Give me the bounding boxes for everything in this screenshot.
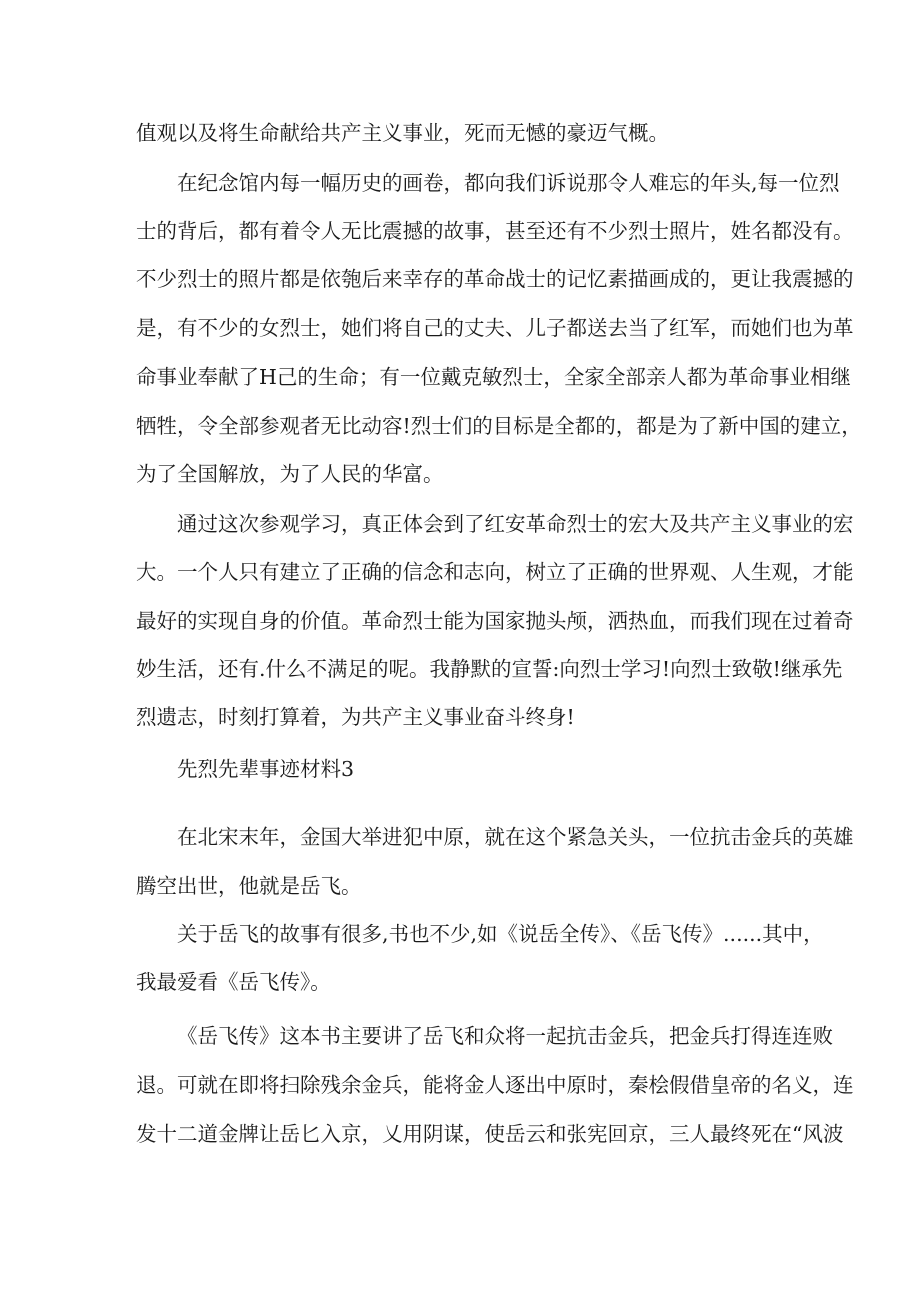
paragraph-line: 《岳飞传》这本书主要讲了岳飞和众将一起抗击金兵，把金兵打得连连败 [177,1024,833,1048]
paragraph-line: 士的背后，都有着令人无比震撼的故事，甚至还有不少烈士照片，姓名都没有。 [136,219,854,243]
paragraph-line: 牺牲，令全部参观者无比动容!烈士们的目标是全都的，都是为了新中国的建立， [136,414,862,438]
paragraph-line: 退。可就在即将扫除残余金兵，能将金人逐出中原时，秦桧假借皇帝的名义，连 [136,1073,854,1097]
section-heading: 先烈先辈事迹材料3 [177,757,355,781]
paragraph-line: 腾空出世，他就是岳飞。 [136,874,362,898]
paragraph-line: 通过这次参观学习，真正体会到了红安革命烈士的宏大及共产主义事业的宏 [177,512,854,536]
paragraph-line: 命事业奉献了H己的生命；有一位戴克敏烈士，全家全部亲人都为革命事业相继 [136,365,851,389]
paragraph-line: 在纪念馆内每一幅历史的画卷，都向我们诉说那令人难忘的年头,每一位烈 [177,171,840,195]
paragraph-line: 最好的实现自身的价值。革命烈士能为国家抛头颅，洒热血，而我们现在过着奇 [136,609,854,633]
paragraph-line: 发十二道金牌让岳匕入京，乂用阴谋，使岳云和张宪回京，三人最终死在“风波 [136,1122,844,1146]
paragraph-line: 关于岳飞的故事有很多,书也不少,如《说岳全传》、《岳飞传》......其中， [177,922,824,946]
paragraph-line: 妙生活，还有.什么不满足的呢。我静默的宣誓:向烈士学习!向烈士致敬!继承先 [136,657,843,681]
paragraph-line: 烈遗志，时刻打算着，为共产主义事业奋斗终身! [136,705,575,729]
paragraph-line: 我最爱看《岳飞传》。 [136,970,331,994]
paragraph-line: 不少烈士的照片都是依匏后来幸存的革命战士的记忆素描画成的，更让我震撼的 [136,267,854,291]
paragraph-line: 大。一个人只有建立了正确的信念和志向，树立了正确的世界观、人生观，才能 [136,560,854,584]
paragraph-line: 值观以及将生命献给共产主义事业，死而无憾的豪迈气概。 [136,121,669,145]
paragraph-line: 是，有不少的女烈士，她们将自己的丈夫、儿子都送去当了红军，而她们也为革 [136,316,854,340]
paragraph-line: 在北宋末年，金国大举进犯中原，就在这个紧急关头，一位抗击金兵的英雄 [177,825,854,849]
paragraph-line: 为了全国解放，为了人民的华富。 [136,462,444,486]
